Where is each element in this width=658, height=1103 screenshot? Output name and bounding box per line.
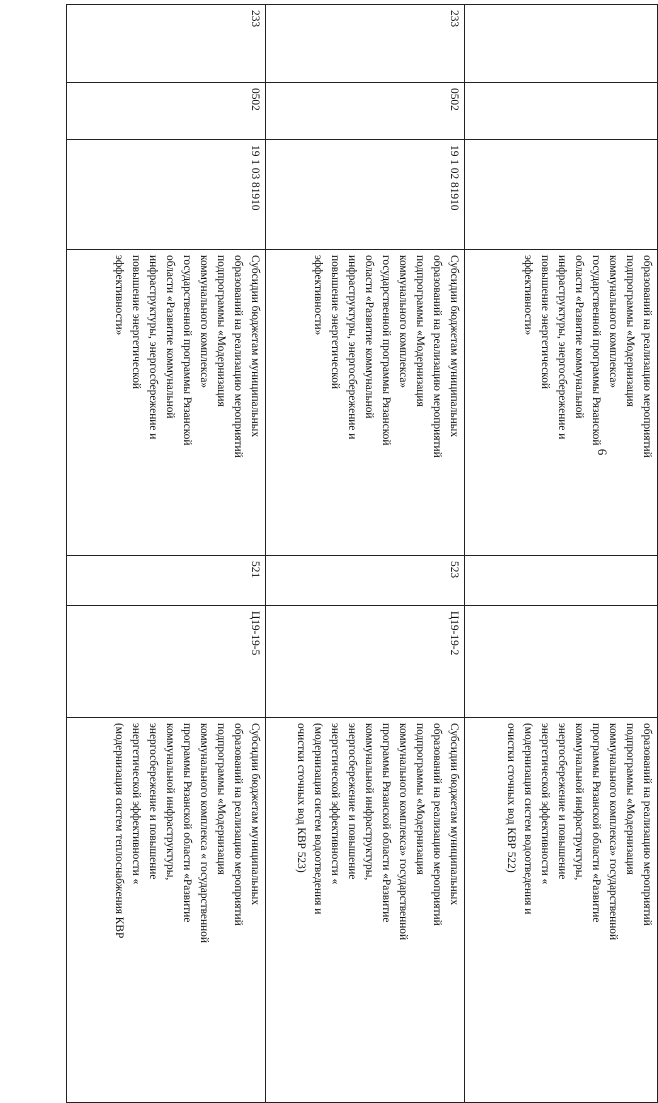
text-line: коммунального комплекса» государственной [396, 723, 409, 941]
description-cell [464, 718, 657, 1103]
text-line: Субсидии бюджетам муниципальных [447, 723, 460, 906]
text-line: образований на реализацию мероприятий [641, 255, 653, 458]
table-row [265, 5, 464, 1103]
table-row [464, 5, 657, 1103]
text-line: подпрограммы «Модернизация [624, 723, 636, 875]
name-cell [265, 250, 464, 556]
target-code-cell [464, 140, 657, 250]
text-line: подпрограммы «Модернизация [413, 723, 426, 875]
text-line: энергосбережение и повышение [556, 723, 568, 880]
description-cell [67, 718, 266, 1103]
target-code-cell: 19 1 03 81910 [67, 140, 266, 250]
kvr-code-cell [464, 556, 657, 606]
rotated-table-container [66, 4, 658, 1102]
text-line: энергосбережение и повышение [146, 723, 159, 880]
section-code-cell: 0502 [265, 83, 464, 140]
text-line: программы Рязанской области «Развитие [379, 723, 392, 923]
text-line: программы Рязанской области «Развитие [180, 723, 193, 923]
kvr-code-cell: 523 [265, 556, 464, 606]
text-line: области «Развитие коммунальной [163, 255, 176, 419]
text-line: области «Развитие коммунальной [362, 255, 375, 419]
text-line: эффективности» [112, 255, 125, 336]
text-line: коммунальной инфраструктуры, [163, 723, 176, 881]
text-line: образований на реализацию мероприятий [430, 723, 443, 926]
section-code-cell: 0502 [67, 83, 266, 140]
name-cell [67, 250, 266, 556]
text-line: образований на реализацию мероприятий [641, 723, 653, 926]
text-line: энергетической эффективности « [129, 723, 142, 885]
text-line: подпрограммы «Модернизация [624, 255, 636, 407]
text-line: повышение энергетической [539, 255, 551, 390]
description-cell [265, 718, 464, 1103]
text-line: коммунального комплекса» [396, 255, 409, 389]
text-line: образований на реализацию мероприятий [231, 723, 244, 926]
name-cell [464, 250, 657, 556]
table-body [67, 5, 658, 1103]
text-line: государственной программы Рязанской [379, 255, 392, 446]
text-line: инфраструктуры, энергосбережение и [345, 255, 358, 440]
gr-code-cell: 233 [67, 5, 266, 83]
budget-table [66, 4, 658, 1103]
text-line: очистки сточных вод КВР 522) [505, 723, 517, 873]
gr-code-cell: 233 [265, 5, 464, 83]
text-line: Субсидии бюджетам муниципальных [447, 255, 460, 438]
section-code-cell [464, 83, 657, 140]
text-line: коммунальной инфраструктуры, [573, 723, 585, 881]
text-line: инфраструктуры, энергосбережение и [556, 255, 568, 440]
text-line: образований на реализацию мероприятий [231, 255, 244, 458]
text-line: (модернизация систем теплоснабжения КВР [112, 723, 125, 939]
text-line: коммунального комплекса» [197, 255, 210, 389]
text-line: подпрограммы «Модернизация [413, 255, 426, 407]
kvr-code-cell: 521 [67, 556, 266, 606]
text-line: повышение энергетической [328, 255, 341, 390]
text-line: коммунального комплекса» [607, 255, 619, 389]
text-line: Субсидии бюджетам муниципальных [248, 723, 261, 906]
text-line: подпрограммы «Модернизация [214, 723, 227, 875]
subsidy-code-cell: Ц19-19-5 [67, 606, 266, 718]
table-row [67, 5, 266, 1103]
text-line: программы Рязанской области «Развитие [590, 723, 602, 923]
gr-code-cell [464, 5, 657, 83]
text-line: эффективности» [311, 255, 324, 336]
text-line: очистки сточных вод КВР 523) [294, 723, 307, 873]
text-line: энергетической эффективности « [539, 723, 551, 885]
text-line: инфраструктуры, энергосбережение и [146, 255, 159, 440]
text-line: коммунального комплекса « государственной [197, 723, 210, 943]
text-line: энергетической эффективности « [328, 723, 341, 885]
subsidy-code-cell [464, 606, 657, 718]
text-line: Субсидии бюджетам муниципальных [248, 255, 261, 438]
text-line: (модернизация систем водоотведения и [311, 723, 324, 915]
text-line: эффективности» [522, 255, 534, 336]
text-line: коммунального комплекса» государственной [607, 723, 619, 941]
page-number: 6 [595, 448, 610, 456]
text-line: энергосбережение и повышение [345, 723, 358, 880]
subsidy-code-cell: Ц19-19-2 [265, 606, 464, 718]
target-code-cell: 19 1 02 81910 [265, 140, 464, 250]
text-line: государственной программы Рязанской [590, 255, 602, 446]
text-line: (модернизация систем водоотведения и [522, 723, 534, 915]
text-line: подпрограммы «Модернизация [214, 255, 227, 407]
text-line: повышение энергетической [129, 255, 142, 390]
text-line: области «Развитие коммунальной [573, 255, 585, 419]
text-line: образований на реализацию мероприятий [430, 255, 443, 458]
text-line: коммунальной инфраструктуры, [362, 723, 375, 881]
text-line: государственной программы Рязанской [180, 255, 193, 446]
